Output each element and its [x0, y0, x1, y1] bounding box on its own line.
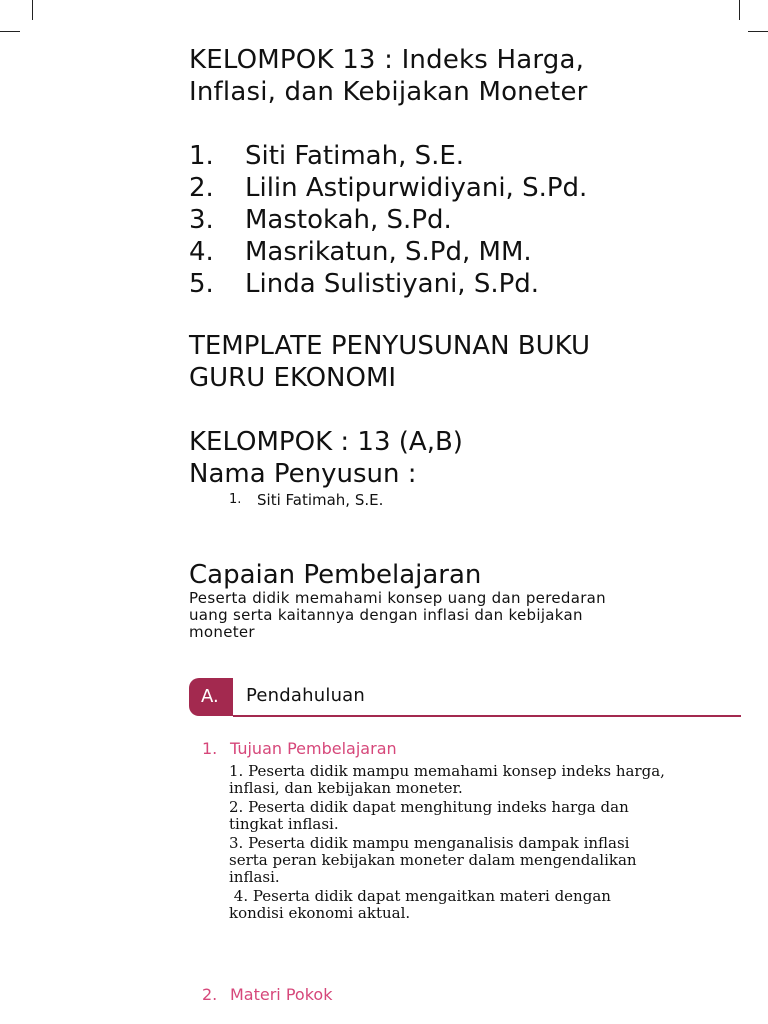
crop-mark-top-right-vertical: [739, 0, 740, 20]
list-item: [189, 172, 587, 204]
page-title: [189, 44, 588, 108]
subheading-number: 2.: [202, 985, 218, 1004]
penyusun-list: [229, 490, 383, 510]
nama-penyusun-label: Nama Penyusun :: [189, 459, 417, 489]
tujuan-subheading: [202, 739, 397, 759]
author-list: [189, 140, 587, 300]
list-number: 4.: [189, 237, 214, 267]
list-number: 2.: [189, 173, 214, 203]
subheading-label: Tujuan Pembelajaran: [230, 739, 397, 758]
capaian-heading: Capaian Pembelajaran: [189, 560, 482, 590]
list-item: [189, 236, 587, 268]
section-divider: [233, 715, 741, 717]
list-number: 3.: [189, 205, 214, 235]
list-number: 1.: [189, 141, 214, 171]
kelompok-heading: KELOMPOK : 13 (A,B): [189, 427, 463, 457]
capaian-paragraph: [189, 590, 709, 641]
subheading-label: Materi Pokok: [230, 985, 333, 1004]
list-item: [189, 268, 587, 300]
list-item: 1. Peserta didik mampu memahami konsep indeks harga, inflasi, dan kebijakan moneter.: [229, 762, 665, 797]
subheading-number: 1.: [202, 739, 218, 758]
list-item: 4. Peserta didik dapat mengaitkan materi dengan kondisi ekonomi aktual.: [229, 887, 616, 922]
crop-mark-top-right-horizontal: [748, 31, 768, 32]
title-line-2: Inflasi, dan Kebijakan Moneter: [189, 77, 588, 107]
list-item: [189, 140, 587, 172]
template-title: [189, 330, 590, 394]
penyusun-name: Siti Fatimah, S.E.: [257, 491, 384, 509]
list-item: 2. Peserta didik dapat menghitung indeks harga dan tingkat inflasi.: [229, 798, 629, 833]
capaian-line: Peserta didik memahami konsep uang dan peredaran: [189, 589, 606, 607]
list-item: [189, 204, 587, 236]
section-badge: A.: [189, 678, 233, 716]
list-item: [229, 490, 383, 510]
template-title-line-2: GURU EKONOMI: [189, 363, 397, 393]
list-number: 1.: [229, 492, 242, 507]
crop-mark-top-left-horizontal: [0, 31, 20, 32]
crop-mark-top-left-vertical: [32, 0, 33, 20]
tujuan-list: [229, 763, 669, 924]
template-title-line-1: TEMPLATE PENYUSUNAN BUKU: [189, 331, 591, 361]
capaian-line: moneter: [189, 623, 255, 641]
author-name: Linda Sulistiyani, S.Pd.: [245, 269, 540, 299]
author-name: Siti Fatimah, S.E.: [245, 141, 465, 171]
section-heading: Pendahuluan: [246, 685, 366, 706]
capaian-line: uang serta kaitannya dengan inflasi dan kebijakan: [189, 606, 583, 624]
list-number: 5.: [189, 269, 214, 299]
materi-subheading: [202, 985, 332, 1005]
title-line-1: KELOMPOK 13 : Indeks Harga,: [189, 45, 585, 75]
list-item: 3. Peserta didik mampu menganalisis dampak inflasi serta peran kebijakan moneter dalam mengendalikan inflasi.: [229, 834, 637, 886]
author-name: Masrikatun, S.Pd, MM.: [245, 237, 532, 267]
author-name: Mastokah, S.Pd.: [245, 205, 452, 235]
author-name: Lilin Astipurwidiyani, S.Pd.: [245, 173, 588, 203]
